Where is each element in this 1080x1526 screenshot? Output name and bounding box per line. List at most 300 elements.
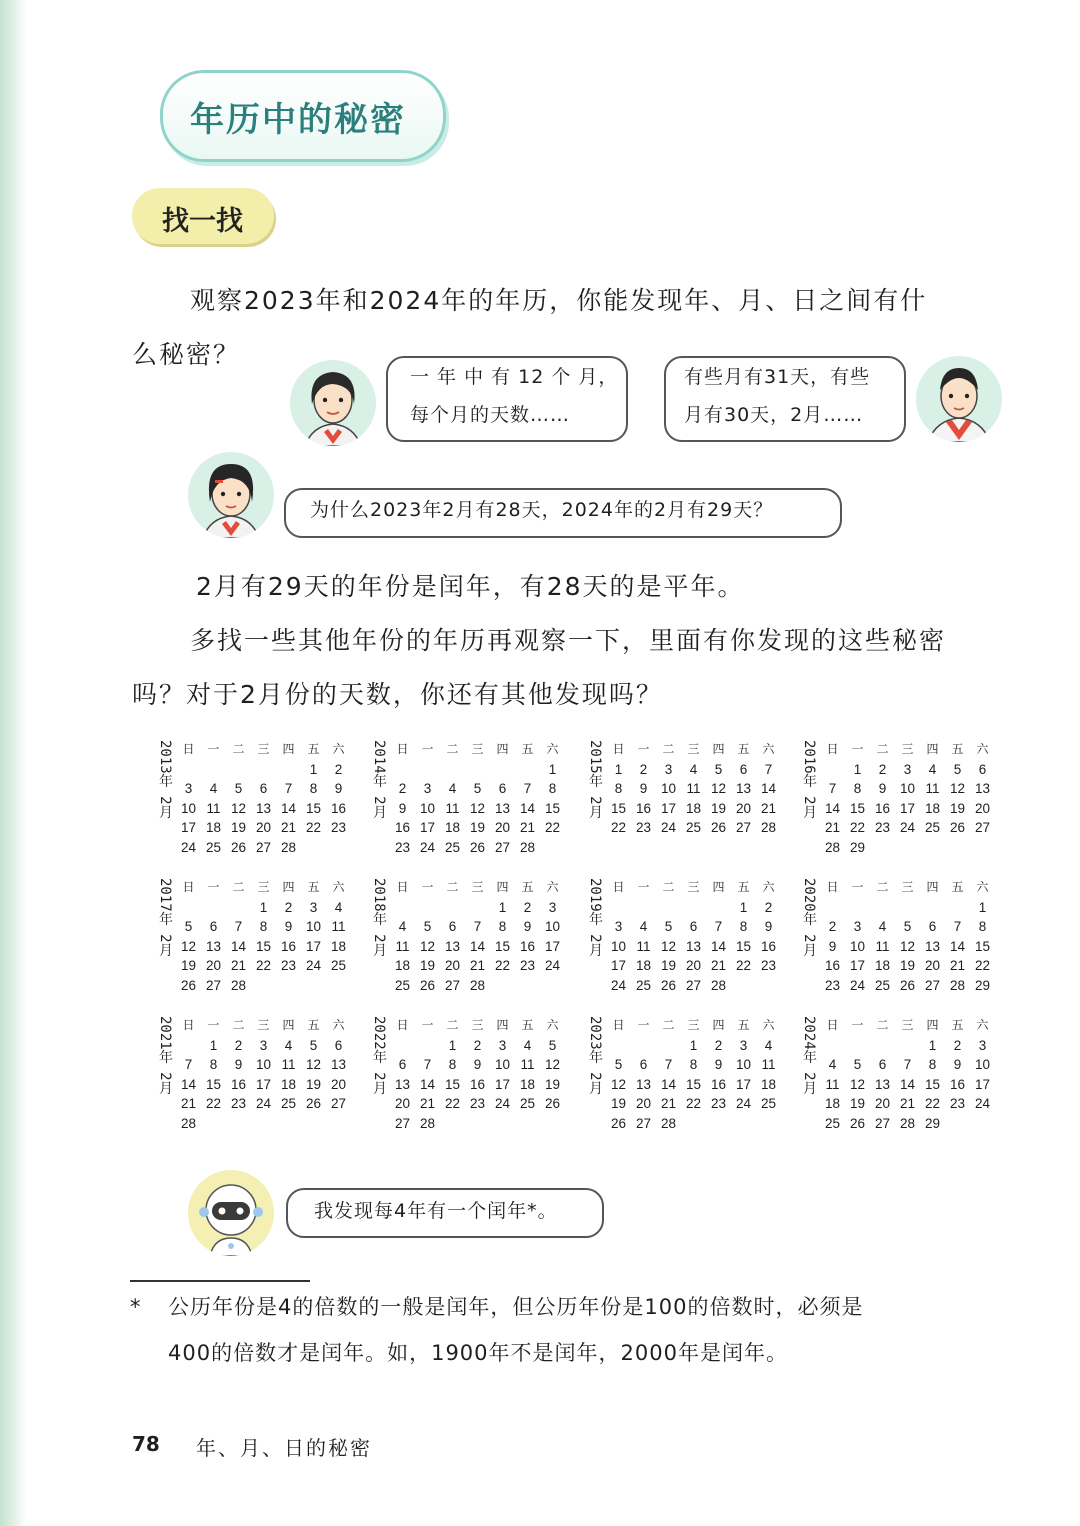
- calendar-label: 2015年 2月: [587, 740, 603, 819]
- calendar-day: 2: [334, 761, 343, 777]
- calendar-day: 21: [760, 800, 777, 816]
- calendar-day: [465, 1114, 490, 1134]
- calendar-day: 11: [395, 938, 410, 954]
- weekday-header: 日: [396, 880, 409, 894]
- calendar-6: [584, 878, 796, 1008]
- calendar-day: 16: [760, 938, 777, 954]
- calendar-day: 11: [331, 919, 346, 934]
- calendar-day: 9: [714, 1057, 723, 1072]
- calendar-day: [226, 898, 251, 918]
- calendar-day: 10: [180, 800, 197, 816]
- calendar-day: 17: [660, 800, 677, 816]
- calendar-day: 9: [878, 781, 887, 796]
- calendar-day: 14: [660, 1076, 677, 1092]
- calendar-day: 19: [660, 958, 677, 973]
- calendar-day: [301, 976, 326, 996]
- calendar-day: 28: [710, 977, 727, 993]
- calendar-day: 19: [180, 958, 197, 973]
- calendar-day: 10: [849, 938, 866, 954]
- calendar-day: [276, 760, 301, 780]
- calendar-day: 25: [330, 958, 347, 973]
- calendar-day: 10: [494, 1057, 511, 1072]
- calendar-day: 3: [664, 761, 673, 777]
- calendar-day: 13: [635, 1076, 652, 1092]
- calendar-day: 21: [899, 1096, 916, 1111]
- girl-speech-line-2: 每个月的天数……: [410, 404, 571, 426]
- calendar-day: 17: [735, 1076, 752, 1092]
- calendar-day: 13: [255, 800, 272, 816]
- weekday-header: 四: [496, 742, 509, 756]
- calendar-grid: [390, 1016, 565, 1133]
- calendar-day: [515, 760, 540, 780]
- calendar-day: 19: [419, 958, 436, 973]
- calendar-day: 18: [874, 958, 891, 973]
- weekday-header: 一: [637, 1018, 650, 1032]
- page-number: 78: [132, 1432, 160, 1456]
- calendar-day: 21: [949, 958, 966, 973]
- calendar-day: 5: [664, 919, 673, 934]
- weekday-header: 三: [471, 880, 484, 894]
- calendar-grid: [820, 878, 995, 995]
- intro-line-1: 观察2023年和2024年的年历，你能发现年、月、日之间有什: [190, 286, 928, 315]
- calendar-day: [540, 1114, 565, 1134]
- weekday-header: 日: [826, 1018, 839, 1032]
- calendar-day: [631, 898, 656, 918]
- calendar-day: 15: [849, 800, 866, 816]
- calendar-day: 7: [523, 781, 532, 796]
- calendar-day: [226, 760, 251, 780]
- footnote-divider: [130, 1280, 310, 1282]
- calendar-day: 6: [398, 1057, 407, 1072]
- calendar-day: 13: [874, 1076, 891, 1092]
- intro-line-2: 么秘密？: [132, 340, 241, 369]
- calendar-day: 22: [974, 958, 991, 973]
- calendar-day: 23: [635, 820, 652, 835]
- calendar-day: [490, 1114, 515, 1134]
- calendar-label: 2014年 2月: [371, 740, 387, 819]
- weekday-header: 五: [521, 880, 534, 894]
- weekday-header: 日: [396, 1018, 409, 1032]
- calendar-day: 2: [828, 919, 837, 934]
- calendar-day: 21: [824, 820, 841, 835]
- calendar-day: 18: [280, 1076, 297, 1092]
- question-line-2: 吗？对于2月份的天数，你还有其他发现吗？: [132, 680, 663, 709]
- weekday-header: 四: [496, 880, 509, 894]
- calendar-day: [465, 760, 490, 780]
- weekday-header: 一: [637, 742, 650, 756]
- calendar-day: [656, 898, 681, 918]
- calendar-day: 6: [739, 761, 748, 777]
- calendar-day: 15: [205, 1076, 222, 1092]
- calendar-day: 11: [445, 800, 460, 816]
- calendar-day: 17: [180, 820, 197, 835]
- calendar-day: [201, 898, 226, 918]
- calendar-day: [390, 760, 415, 780]
- calendar-day: 21: [280, 820, 297, 835]
- calendar-day: 21: [710, 958, 727, 973]
- calendar-day: 12: [610, 1076, 627, 1092]
- calendar-day: 24: [899, 820, 916, 835]
- calendar-day: 10: [419, 800, 436, 816]
- calendar-day: 22: [685, 1096, 702, 1111]
- calendar-day: [201, 1114, 226, 1134]
- weekday-header: 六: [546, 742, 559, 756]
- calendar-day: [515, 1114, 540, 1134]
- calendar-day: [465, 898, 490, 918]
- calendar-day: 16: [469, 1076, 486, 1092]
- calendar-label: 2021年 2月: [157, 1016, 173, 1095]
- weekday-header: 一: [421, 742, 434, 756]
- calendar-day: 23: [824, 977, 841, 993]
- calendar-day: 12: [660, 938, 677, 954]
- calendar-day: 27: [735, 820, 752, 835]
- calendar-day: 6: [978, 761, 987, 777]
- calendar-day: [756, 976, 781, 996]
- page-title: 年历中的秘密: [190, 100, 406, 140]
- weekday-header: 二: [662, 880, 675, 894]
- calendar-day: [845, 1036, 870, 1056]
- weekday-header: 五: [307, 880, 320, 894]
- calendar-day: 25: [874, 977, 891, 993]
- calendar-day: [251, 1114, 276, 1134]
- calendar-day: 3: [739, 1037, 748, 1053]
- weekday-header: 四: [712, 742, 725, 756]
- calendar-day: 27: [330, 1096, 347, 1111]
- calendar-day: 14: [519, 800, 536, 816]
- calendar-grid: [390, 878, 565, 995]
- calendar-day: 22: [924, 1096, 941, 1111]
- calendar-day: 28: [469, 977, 486, 993]
- calendar-day: [176, 1036, 201, 1056]
- weekday-header: 日: [396, 742, 409, 756]
- calendar-day: 1: [498, 899, 507, 915]
- calendar-day: 22: [305, 820, 322, 835]
- calendar-day: 18: [685, 800, 702, 816]
- calendar-day: 16: [824, 958, 841, 973]
- calendar-day: 16: [874, 800, 891, 816]
- weekday-header: 三: [687, 880, 700, 894]
- weekday-header: 四: [926, 742, 939, 756]
- calendar-day: 29: [974, 977, 991, 993]
- calendar-day: 16: [394, 820, 411, 835]
- calendar-day: 24: [660, 820, 677, 835]
- calendar-day: 7: [714, 919, 723, 934]
- calendar-day: 27: [444, 977, 461, 993]
- weekday-header: 一: [207, 880, 220, 894]
- calendar-day: 2: [234, 1037, 243, 1053]
- calendar-day: 7: [423, 1057, 432, 1072]
- boy-avatar: [916, 356, 1002, 442]
- boy-speech-line-2: 月有30天，2月……: [684, 404, 864, 426]
- weekday-header: 一: [851, 1018, 864, 1032]
- calendar-day: 9: [764, 919, 773, 934]
- calendar-day: 10: [660, 781, 677, 796]
- calendar-day: [540, 838, 565, 858]
- calendar-day: 12: [949, 781, 966, 796]
- calendar-day: 5: [548, 1037, 557, 1053]
- weekday-header: 三: [687, 742, 700, 756]
- footnote-line-2: 400的倍数才是闰年。如，1900年不是闰年，2000年是闰年。: [168, 1341, 788, 1365]
- calendar-day: [870, 898, 895, 918]
- calendar-day: 5: [234, 781, 243, 796]
- calendar-day: 20: [735, 800, 752, 816]
- calendar-day: 5: [309, 1037, 318, 1053]
- calendar-day: 13: [444, 938, 461, 954]
- calendar-day: 26: [419, 977, 436, 993]
- calendar-day: 23: [394, 839, 411, 855]
- calendar-day: 15: [494, 938, 511, 954]
- calendar-day: 28: [949, 977, 966, 993]
- girl2-avatar: [188, 452, 274, 538]
- calendar-day: 5: [184, 919, 193, 934]
- calendar-day: 20: [635, 1096, 652, 1111]
- calendar-day: 7: [828, 781, 837, 796]
- calendar-day: 1: [853, 761, 862, 777]
- calendar-10: [584, 1016, 796, 1146]
- calendar-day: 5: [903, 919, 912, 934]
- calendar-day: [301, 1114, 326, 1134]
- calendar-day: [415, 760, 440, 780]
- calendar-day: 11: [686, 781, 701, 796]
- weekday-header: 日: [182, 1018, 195, 1032]
- footnote: [130, 1284, 1030, 1376]
- boy-speech-line-1: 有些月有31天，有些: [684, 366, 871, 388]
- calendar-day: 13: [685, 938, 702, 954]
- calendar-day: 9: [284, 919, 293, 934]
- calendar-day: 10: [305, 919, 322, 934]
- weekday-header: 四: [282, 1018, 295, 1032]
- calendar-day: [656, 1036, 681, 1056]
- calendar-day: 15: [924, 1076, 941, 1092]
- calendar-day: 9: [473, 1057, 482, 1072]
- calendar-day: [440, 1114, 465, 1134]
- footnote-mark: *: [130, 1295, 142, 1319]
- calendar-day: 12: [180, 938, 197, 954]
- calendar-day: [970, 838, 995, 858]
- calendar-day: 20: [874, 1096, 891, 1111]
- calendar-day: 22: [610, 820, 627, 835]
- calendar-day: 25: [924, 820, 941, 835]
- weekday-header: 三: [471, 742, 484, 756]
- calendar-day: 27: [255, 839, 272, 855]
- calendar-day: [540, 976, 565, 996]
- calendar-day: 10: [899, 781, 916, 796]
- calendar-day: 17: [255, 1076, 272, 1092]
- calendar-day: 24: [180, 839, 197, 855]
- calendar-day: 26: [305, 1096, 322, 1111]
- calendar-day: 4: [209, 781, 218, 796]
- calendar-day: 4: [523, 1037, 532, 1053]
- weekday-header: 三: [471, 1018, 484, 1032]
- calendar-day: 5: [473, 781, 482, 796]
- calendar-day: 10: [255, 1057, 272, 1072]
- footer-section-title: 年、月、日的秘密: [196, 1436, 372, 1460]
- calendar-day: 14: [824, 800, 841, 816]
- weekday-header: 六: [546, 1018, 559, 1032]
- weekday-header: 二: [662, 742, 675, 756]
- calendar-day: 28: [230, 977, 247, 993]
- calendar-day: [490, 760, 515, 780]
- calendar-day: [326, 838, 351, 858]
- calendar-day: 8: [614, 781, 623, 796]
- calendar-day: 12: [710, 781, 727, 796]
- calendar-4: [154, 878, 366, 1008]
- calendar-day: 16: [519, 938, 536, 954]
- calendar-grid: [390, 740, 565, 857]
- calendar-day: 15: [255, 938, 272, 954]
- calendar-grid: [606, 1016, 781, 1133]
- calendar-day: 11: [925, 781, 940, 796]
- calendar-day: 23: [760, 958, 777, 973]
- calendar-day: 4: [639, 919, 648, 934]
- calendar-day: 1: [739, 899, 748, 915]
- weekday-header: 四: [926, 1018, 939, 1032]
- calendar-day: 25: [205, 839, 222, 855]
- calendar-day: 14: [710, 938, 727, 954]
- weekday-header: 三: [257, 1018, 270, 1032]
- calendar-day: [731, 1114, 756, 1134]
- calendar-day: 16: [280, 938, 297, 954]
- calendar-day: 25: [760, 1096, 777, 1111]
- weekday-header: 二: [446, 880, 459, 894]
- calendar-day: 24: [974, 1096, 991, 1111]
- weekday-header: 日: [182, 742, 195, 756]
- calendar-day: 15: [685, 1076, 702, 1092]
- calendar-day: 24: [494, 1096, 511, 1111]
- calendar-day: 23: [949, 1096, 966, 1111]
- calendar-day: 3: [548, 899, 557, 915]
- calendar-day: 17: [305, 938, 322, 954]
- weekday-header: 四: [712, 880, 725, 894]
- calendar-day: 1: [309, 761, 318, 777]
- calendar-day: 15: [735, 938, 752, 954]
- calendar-day: 15: [305, 800, 322, 816]
- calendar-day: [415, 1036, 440, 1056]
- calendar-day: 8: [853, 781, 862, 796]
- calendar-day: [920, 838, 945, 858]
- weekday-header: 一: [207, 1018, 220, 1032]
- calendar-day: 3: [498, 1037, 507, 1053]
- calendar-day: 3: [184, 781, 193, 796]
- calendar-day: 28: [824, 839, 841, 855]
- calendar-day: [390, 1036, 415, 1056]
- calendar-day: 17: [544, 938, 561, 954]
- calendar-day: 8: [448, 1057, 457, 1072]
- calendar-day: 12: [230, 800, 247, 816]
- weekday-header: 日: [826, 880, 839, 894]
- calendar-day: [176, 898, 201, 918]
- calendar-day: 21: [519, 820, 536, 835]
- weekday-header: 一: [851, 880, 864, 894]
- calendar-day: 27: [394, 1115, 411, 1131]
- weekday-header: 六: [976, 742, 989, 756]
- calendar-day: 28: [180, 1115, 197, 1131]
- calendar-day: 13: [735, 781, 752, 796]
- weekday-header: 四: [282, 880, 295, 894]
- calendar-day: 11: [825, 1076, 840, 1092]
- weekday-header: 一: [207, 742, 220, 756]
- calendar-day: 3: [423, 781, 432, 796]
- calendar-day: 18: [924, 800, 941, 816]
- calendar-day: [895, 838, 920, 858]
- calendar-day: 4: [764, 1037, 773, 1053]
- calendar-day: 28: [899, 1115, 916, 1131]
- calendar-day: 9: [639, 781, 648, 796]
- calendar-day: 7: [184, 1057, 193, 1072]
- calendar-day: 19: [899, 958, 916, 973]
- calendar-day: 25: [635, 977, 652, 993]
- calendar-day: 26: [849, 1115, 866, 1131]
- calendar-day: 9: [234, 1057, 243, 1072]
- calendar-day: 19: [230, 820, 247, 835]
- weekday-header: 二: [446, 742, 459, 756]
- calendar-day: 12: [899, 938, 916, 954]
- calendar-day: 1: [928, 1037, 937, 1053]
- calendar-day: 26: [899, 977, 916, 993]
- calendar-day: 3: [259, 1037, 268, 1053]
- calendar-11: [798, 1016, 1010, 1146]
- calendar-day: 10: [610, 938, 627, 954]
- calendar-day: 21: [660, 1096, 677, 1111]
- calendar-day: 4: [284, 1037, 293, 1053]
- weekday-header: 二: [662, 1018, 675, 1032]
- calendar-day: 23: [230, 1096, 247, 1111]
- weekday-header: 五: [737, 880, 750, 894]
- calendar-day: 20: [444, 958, 461, 973]
- calendar-day: 2: [473, 1037, 482, 1053]
- calendar-day: 1: [448, 1037, 457, 1053]
- calendar-day: 19: [849, 1096, 866, 1111]
- calendar-day: 7: [953, 919, 962, 934]
- calendar-day: 29: [849, 839, 866, 855]
- calendar-day: 1: [978, 899, 987, 915]
- calendar-day: [820, 1036, 845, 1056]
- calendar-day: 21: [469, 958, 486, 973]
- calendar-label: 2018年 2月: [371, 878, 387, 957]
- calendar-day: [226, 1114, 251, 1134]
- calendar-day: 22: [849, 820, 866, 835]
- calendar-day: 7: [473, 919, 482, 934]
- calendar-day: 3: [903, 761, 912, 777]
- weekday-header: 日: [826, 742, 839, 756]
- calendar-day: [820, 760, 845, 780]
- calendar-day: 14: [180, 1076, 197, 1092]
- calendar-day: 15: [974, 938, 991, 954]
- calendar-day: [515, 976, 540, 996]
- calendar-day: 8: [209, 1057, 218, 1072]
- robot-avatar: [188, 1170, 274, 1256]
- calendar-day: 24: [305, 958, 322, 973]
- calendar-day: [490, 976, 515, 996]
- girl-speech-line-1: 一 年 中 有 12 个 月，: [410, 366, 619, 388]
- calendar-day: 26: [544, 1096, 561, 1111]
- calendar-grid: [820, 740, 995, 857]
- calendar-day: 24: [419, 839, 436, 855]
- weekday-header: 日: [612, 880, 625, 894]
- calendar-3: [798, 740, 1010, 870]
- calendar-label: 2022年 2月: [371, 1016, 387, 1095]
- weekday-header: 六: [762, 880, 775, 894]
- weekday-header: 一: [851, 742, 864, 756]
- calendar-day: 23: [519, 958, 536, 973]
- calendar-day: 7: [234, 919, 243, 934]
- calendar-day: 26: [610, 1115, 627, 1131]
- question-line-1: 多找一些其他年份的年历再观察一下，里面有你发现的这些秘密: [190, 626, 947, 655]
- calendar-day: 9: [334, 781, 343, 796]
- calendar-day: [606, 898, 631, 918]
- calendar-day: 19: [949, 800, 966, 816]
- calendar-day: 28: [519, 839, 536, 855]
